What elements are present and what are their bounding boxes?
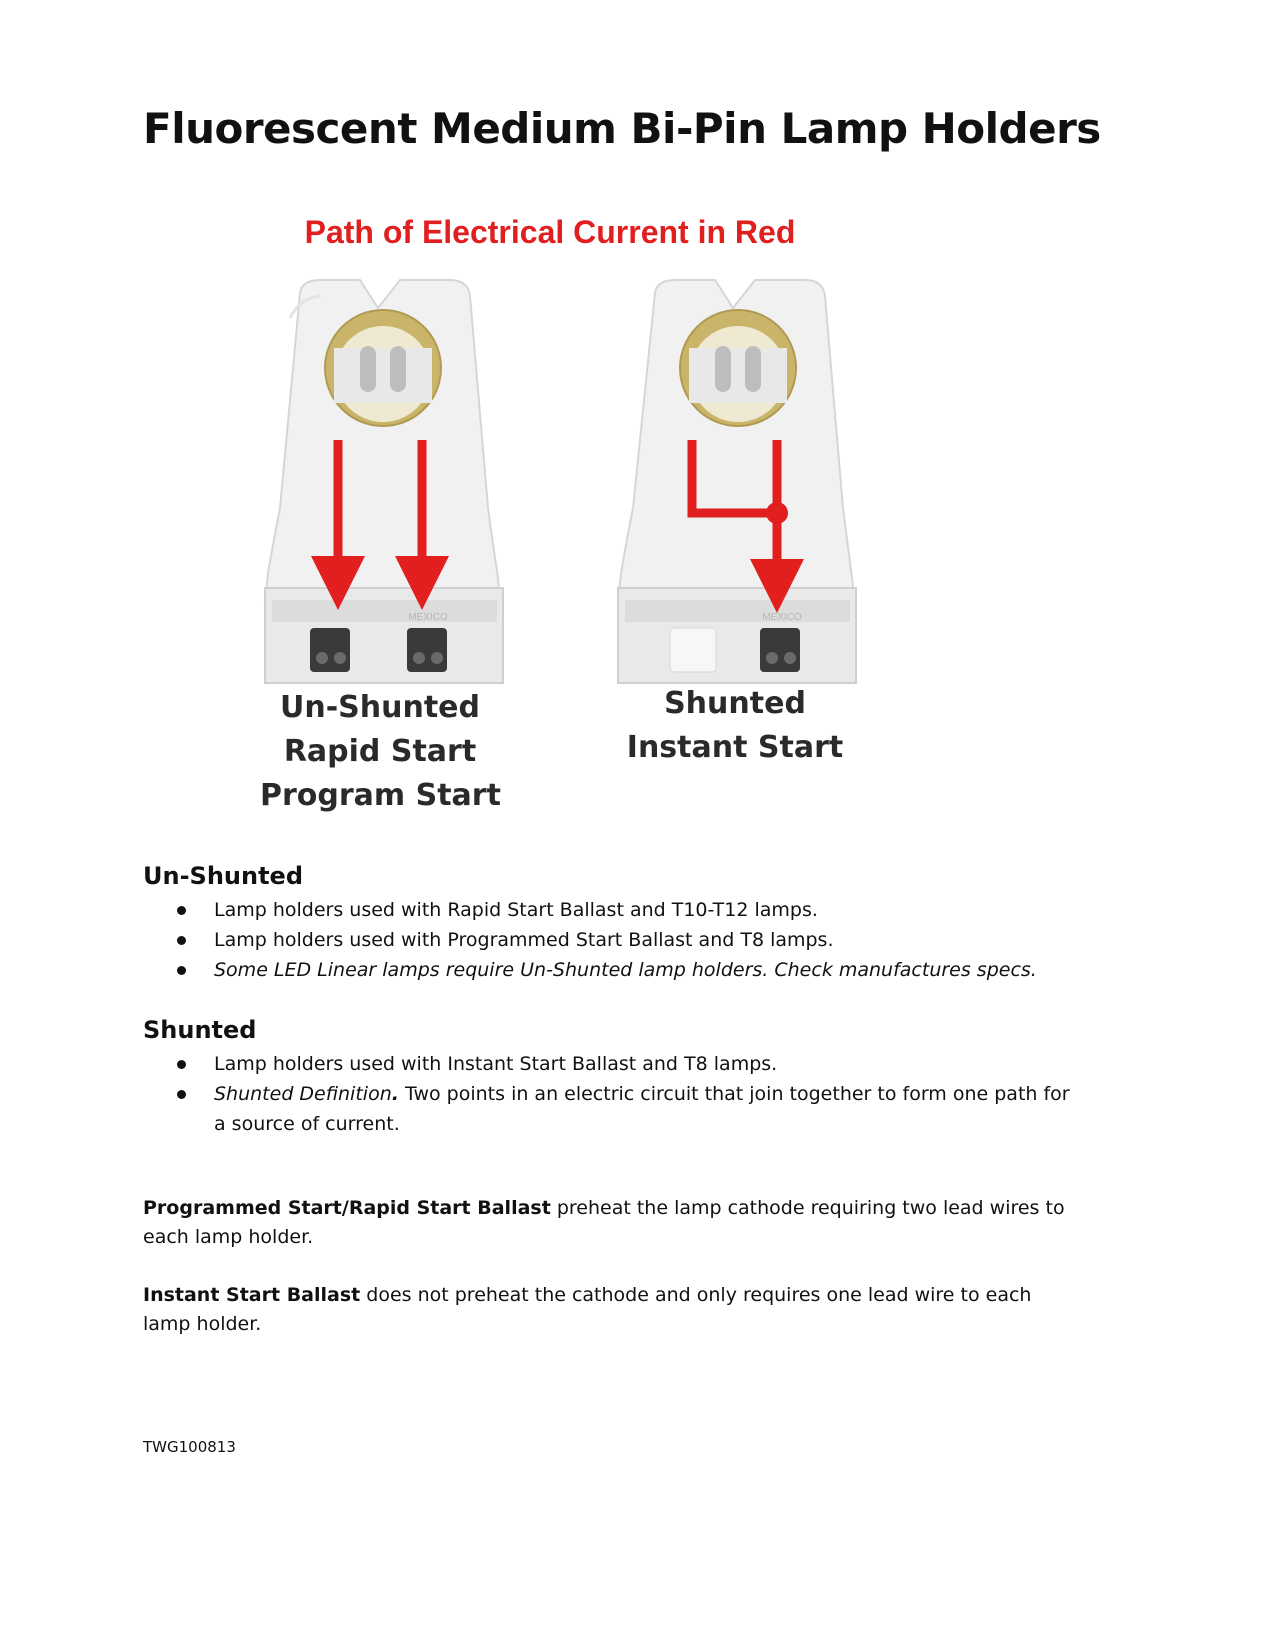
shunted-heading: Shunted (143, 1016, 257, 1044)
list-item-text: Some LED Linear lamps require Un-Shunted lamp holders. Check manufactures specs. (214, 959, 1037, 981)
figure-caption: Path of Electrical Current in Red (304, 214, 796, 250)
list-item (143, 1049, 1083, 1079)
list-item-text: Lamp holders used with Instant Start Ballast and T8 lamps. (214, 1053, 778, 1075)
paragraph-text: does not preheat the cathode and only requires one lead wire to each lamp holder. (143, 1284, 1032, 1335)
definition-text: Two points in an electric circuit that join together to form one path for a source of current. (214, 1083, 1070, 1135)
wire-port (310, 628, 350, 672)
list-item (143, 925, 1083, 955)
bullet-icon (177, 1090, 186, 1099)
pin-slot (360, 346, 376, 392)
document-code: TWG100813 (143, 1438, 236, 1456)
bullet-icon (177, 1060, 186, 1069)
lamp-holder-figure (260, 208, 880, 828)
label-line: Program Start (260, 778, 501, 813)
unshunted-list (143, 895, 1083, 985)
paragraph-term: Programmed Start/Rapid Start Ballast (143, 1197, 551, 1219)
label-line: Instant Start (626, 730, 844, 765)
shunted-holder-label (615, 682, 855, 770)
list-item (143, 1079, 1083, 1139)
programmed-start-paragraph (143, 1194, 1073, 1252)
wire-port (407, 628, 447, 672)
list-item-text: Lamp holders used with Rapid Start Ballast and T10-T12 lamps. (214, 899, 818, 921)
paragraph-text: preheat the lamp cathode requiring two lead wires to each lamp holder. (143, 1197, 1065, 1248)
unshunted-holder-label (260, 686, 500, 818)
pin-slot (745, 346, 761, 392)
label-line: Shunted (664, 686, 806, 721)
bullet-icon (177, 906, 186, 915)
definition-term: Shunted Definition (214, 1083, 392, 1105)
label-line: Rapid Start (283, 734, 477, 769)
list-item-text: Lamp holders used with Programmed Start Ballast and T8 lamps. (214, 929, 834, 951)
bullet-icon (177, 966, 186, 975)
molded-text: MEXICO (762, 612, 802, 623)
junction-dot (766, 502, 788, 524)
shunted-holder (618, 280, 856, 683)
paragraph-term: Instant Start Ballast (143, 1284, 361, 1306)
definition-punct: . (391, 1083, 399, 1105)
pin-slot (390, 346, 406, 392)
page-title: Fluorescent Medium Bi-Pin Lamp Holders (143, 104, 1101, 153)
bullet-icon (177, 936, 186, 945)
pin-slot (715, 346, 731, 392)
molded-text: MEXICO (408, 612, 448, 623)
unshunted-heading: Un-Shunted (143, 862, 304, 890)
wire-port (760, 628, 800, 672)
list-item (143, 955, 1083, 985)
instant-start-paragraph (143, 1281, 1073, 1339)
unshunted-holder (265, 280, 503, 683)
shunted-list (143, 1049, 1083, 1139)
label-line: Un-Shunted (279, 690, 480, 725)
list-item (143, 895, 1083, 925)
